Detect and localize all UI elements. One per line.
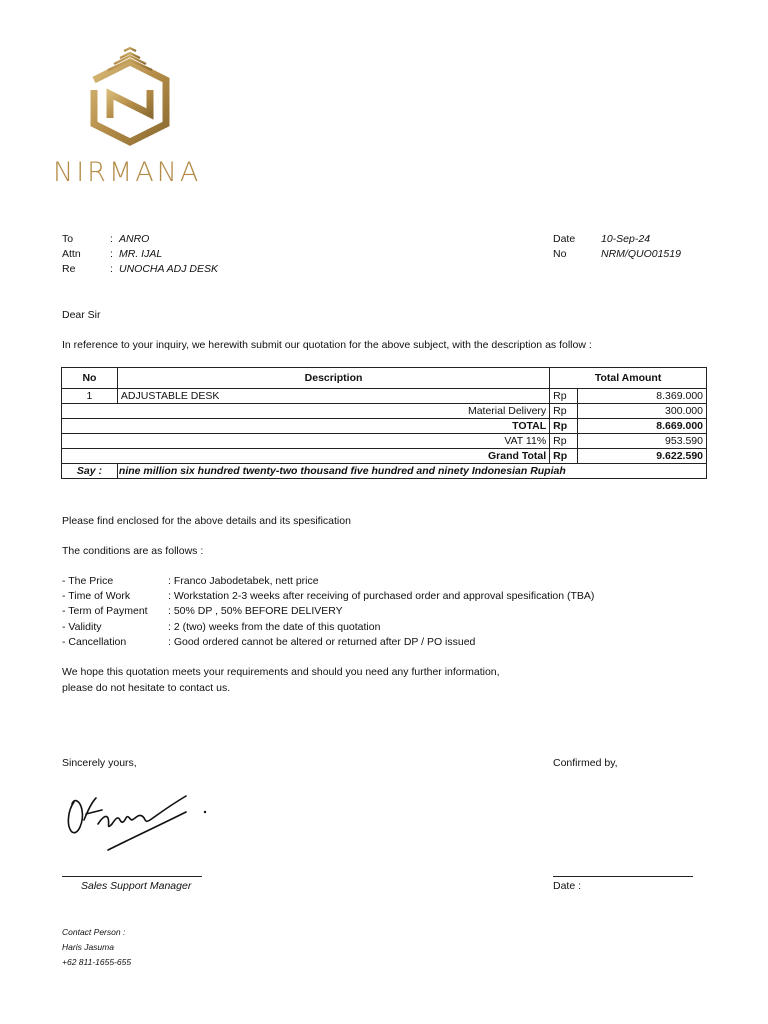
- attn-label: Attn: [62, 248, 81, 260]
- closing-line: please do not hesitate to contact us.: [62, 682, 231, 694]
- table-header-row: [62, 368, 707, 389]
- vat-row: [62, 434, 707, 449]
- colon: :: [110, 233, 113, 245]
- enclosed-text: Please find enclosed for the above details and its spesification: [62, 515, 351, 527]
- confirmation-line: [553, 876, 693, 877]
- condition-label: - Validity: [62, 621, 102, 633]
- contact-name: Haris Jasuma: [62, 942, 114, 952]
- item-amount: 8.369.000: [578, 389, 707, 404]
- item-no: 1: [62, 389, 118, 404]
- total-label: TOTAL: [62, 419, 550, 434]
- item-currency: Rp: [550, 389, 578, 404]
- total-row: [62, 419, 707, 434]
- signature-line: [62, 876, 202, 877]
- no-label: No: [553, 248, 567, 260]
- signer-title: Sales Support Manager: [81, 880, 192, 892]
- condition-label: - Cancellation: [62, 636, 127, 648]
- quotation-table: [61, 367, 707, 479]
- closing-line: We hope this quotation meets your requirements and should you need any further information,: [62, 666, 500, 678]
- date-sign-label: Date :: [553, 880, 582, 892]
- condition-value: : Franco Jabodetabek, nett price: [168, 575, 319, 587]
- intro-text: In reference to your inquiry, we herewith submit our quotation for the above subject, with the description as follow :: [62, 339, 592, 351]
- quotation-number: NRM/QUO01519: [601, 248, 681, 260]
- vat-amount: 953.590: [578, 434, 707, 449]
- company-logo: [80, 40, 180, 150]
- date-value: 10-Sep-24: [601, 233, 651, 245]
- confirmed-by-text: Confirmed by,: [553, 757, 618, 769]
- vat-currency: Rp: [550, 434, 578, 449]
- to-label: To: [62, 233, 74, 245]
- sincerely-text: Sincerely yours,: [62, 757, 137, 769]
- colon: :: [110, 248, 113, 260]
- re-value: UNOCHA ADJ DESK: [119, 263, 218, 275]
- material-delivery-amount: 300.000: [578, 404, 707, 419]
- material-delivery-currency: Rp: [550, 404, 578, 419]
- total-amount: 8.669.000: [578, 419, 707, 434]
- say-row: [62, 464, 707, 479]
- condition-label: - The Price: [62, 575, 114, 587]
- colon: :: [110, 263, 113, 275]
- col-description: Description: [117, 368, 549, 389]
- grand-total-row: [62, 449, 707, 464]
- col-no: No: [62, 368, 118, 389]
- grand-total-amount: 9.622.590: [578, 449, 707, 464]
- contact-label: Contact Person :: [62, 927, 126, 937]
- company-name: NIRMANA: [53, 157, 202, 188]
- grand-total-currency: Rp: [550, 449, 578, 464]
- conditions-intro: The conditions are as follows :: [62, 545, 204, 557]
- condition-value: : 50% DP , 50% BEFORE DELIVERY: [168, 605, 343, 617]
- item-description: ADJUSTABLE DESK: [117, 389, 549, 404]
- vat-label: VAT 11%: [62, 434, 550, 449]
- signature: [62, 780, 212, 860]
- attn-value: MR. IJAL: [119, 248, 163, 260]
- date-label: Date: [553, 233, 576, 245]
- condition-value: : 2 (two) weeks from the date of this quotation: [168, 621, 381, 633]
- grand-total-label: Grand Total: [62, 449, 550, 464]
- say-text: nine million six hundred twenty-two thousand five hundred and ninety Indonesian Rupiah: [117, 464, 706, 479]
- condition-value: : Workstation 2-3 weeks after receiving of purchased order and approval spesification (TBA): [168, 590, 595, 602]
- say-label: Say :: [62, 464, 118, 479]
- col-total-amount: Total Amount: [550, 368, 707, 389]
- re-label: Re: [62, 263, 76, 275]
- total-currency: Rp: [550, 419, 578, 434]
- greeting: Dear Sir: [62, 309, 101, 321]
- condition-label: - Term of Payment: [62, 605, 148, 617]
- contact-phone: +62 811-1655-655: [62, 957, 132, 967]
- condition-value: : Good ordered cannot be altered or returned after DP / PO issued: [168, 636, 476, 648]
- condition-label: - Time of Work: [62, 590, 131, 602]
- material-delivery-row: [62, 404, 707, 419]
- material-delivery-label: Material Delivery: [62, 404, 550, 419]
- to-value: ANRO: [119, 233, 150, 245]
- table-row: [62, 389, 707, 404]
